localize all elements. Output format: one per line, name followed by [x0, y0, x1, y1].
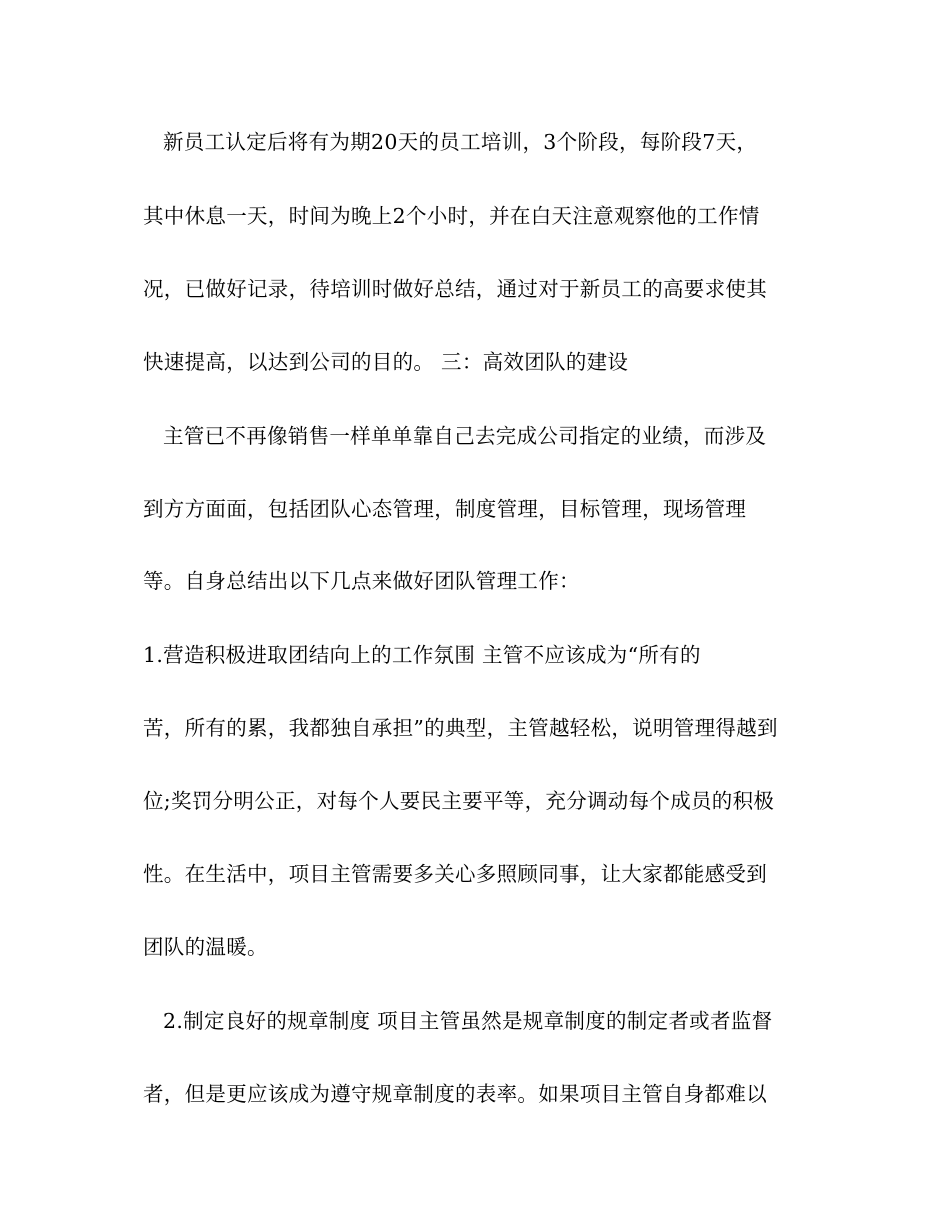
text-line-8: 1.营造积极进取团结向上的工作氛围 主管不应该成为“所有的: [143, 643, 701, 667]
text-line-10: 位;奖罚分明公正，对每个人要民主要平等，充分调动每个成员的积极: [143, 789, 775, 813]
text-line-9: 苦，所有的累，我都独自承担”的典型，主管越轻松，说明管理得越到: [143, 716, 778, 740]
text-line-6: 到方方面面，包括团队心态管理，制度管理，目标管理，现场管理: [143, 497, 747, 521]
text-line-14: 者，但是更应该成为遵守规章制度的表率。如果项目主管自身都难以: [143, 1082, 767, 1106]
text-line-1: 新员工认定后将有为期20天的员工培训，3个阶段，每阶段7天，: [163, 130, 758, 154]
text-line-12: 团队的温暖。: [143, 935, 268, 959]
text-line-7: 等。自身总结出以下几点来做好团队管理工作：: [143, 569, 580, 593]
text-line-3: 况，已做好记录，待培训时做好总结，通过对于新员工的高要求使其: [143, 277, 767, 301]
text-line-13: 2.制定良好的规章制度 项目主管虽然是规章制度的制定者或者监督: [163, 1009, 773, 1033]
text-line-11: 性。在生活中，项目主管需要多关心多照顾同事，让大家都能感受到: [143, 862, 767, 886]
text-line-5: 主管已不再像销售一样单单靠自己去完成公司指定的业绩，而涉及: [163, 424, 767, 448]
text-line-2: 其中休息一天，时间为晚上2个小时，并在白天注意观察他的工作情: [143, 204, 760, 228]
text-line-4: 快速提高，以达到公司的目的。 三：高效团队的建设: [143, 350, 629, 374]
